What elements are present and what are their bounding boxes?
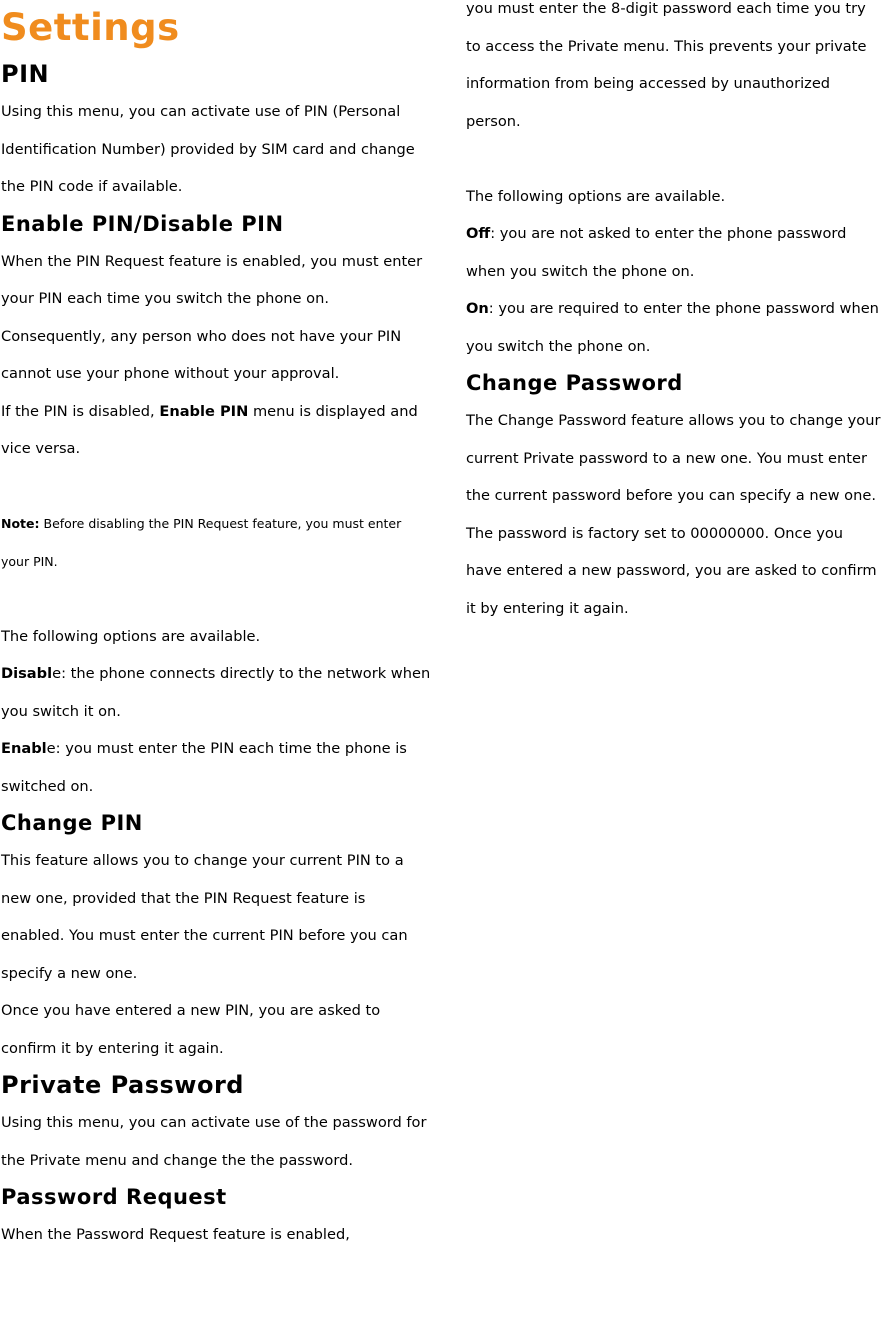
- pin-option-enable: [1, 730, 431, 805]
- pin-options-intro: The following options are available.: [1, 627, 261, 645]
- spacer: [1, 580, 431, 618]
- change-password-factory: The password is factory set to 00000000. Once you have entered a new password, you are asked to confirm it by entering it again.: [466, 524, 877, 617]
- password-request-para-continued: you must enter the 8-digit password each time you try to access the Private menu. This prevents your private information from being accessed by unauthorized person.: [466, 0, 867, 130]
- option-off-term: Off: [466, 225, 491, 242]
- password-option-off: [466, 215, 882, 290]
- change-password-para: The Change Password feature allows you to change your current Private password to a new one. You must enter the current password before you can specify a new one.: [466, 412, 881, 504]
- private-password-para: Using this menu, you can activate use of the password for the Private menu and change the the password.: [1, 1114, 427, 1169]
- change-password-heading: Change Password: [466, 371, 683, 395]
- vice-versa-suffix: menu is displayed and vice versa.: [1, 402, 418, 457]
- password-request-para: When the Password Request feature is enabled,: [1, 1226, 350, 1243]
- note: [1, 505, 431, 580]
- change-pin-para: This feature allows you to change your current PIN to a new one, provided that the PIN Request feature is enabled. You must enter the current PIN before you can specify a new one.: [1, 852, 408, 982]
- spacer: [466, 140, 882, 178]
- password-options-intro: The following options are available.: [466, 187, 726, 205]
- enable-pin-vice-versa: [1, 393, 431, 468]
- enable-pin-term: Enable PIN: [159, 402, 249, 420]
- option-disable-text: e: the phone connects directly to the network when you switch it on.: [1, 665, 431, 720]
- pin-intro: Using this menu, you can activate use of PIN (Personal Identification Number) provided by SIM card and change the PIN code if available.: [1, 103, 415, 195]
- right-column: [466, 0, 882, 627]
- change-pin-heading: Change PIN: [1, 811, 143, 835]
- option-off-text: : you are not asked to enter the phone password when you switch the phone on.: [466, 225, 847, 280]
- note-text: Before disabling the PIN Request feature, you must enter your PIN.: [1, 516, 402, 569]
- option-disable-term: Disabl: [1, 665, 53, 682]
- option-on-term: On: [466, 300, 489, 317]
- change-pin-confirm: Once you have entered a new PIN, you are asked to confirm it by entering it again.: [1, 1002, 381, 1057]
- vice-versa-prefix: If the PIN is disabled,: [1, 402, 160, 420]
- option-enable-term: Enabl: [1, 740, 47, 757]
- note-label: Note:: [1, 516, 40, 531]
- pin-heading: PIN: [1, 60, 50, 88]
- spacer: [1, 468, 431, 506]
- option-on-text: : you are required to enter the phone password when you switch the phone on.: [466, 300, 879, 355]
- enable-pin-para: When the PIN Request feature is enabled, you must enter your PIN each time you switch the phone on. Consequently, any person who does not have your PIN cannot use your phone without your approval.: [1, 252, 423, 382]
- option-enable-text: e: you must enter the PIN each time the phone is switched on.: [1, 740, 407, 795]
- password-request-heading: Password Request: [1, 1185, 227, 1209]
- password-option-on: [466, 290, 882, 365]
- left-column: [1, 0, 431, 1254]
- private-password-heading: Private Password: [1, 1071, 244, 1099]
- page-title: Settings: [1, 6, 180, 49]
- pin-option-disable: [1, 655, 431, 730]
- enable-pin-heading: Enable PIN/Disable PIN: [1, 211, 284, 236]
